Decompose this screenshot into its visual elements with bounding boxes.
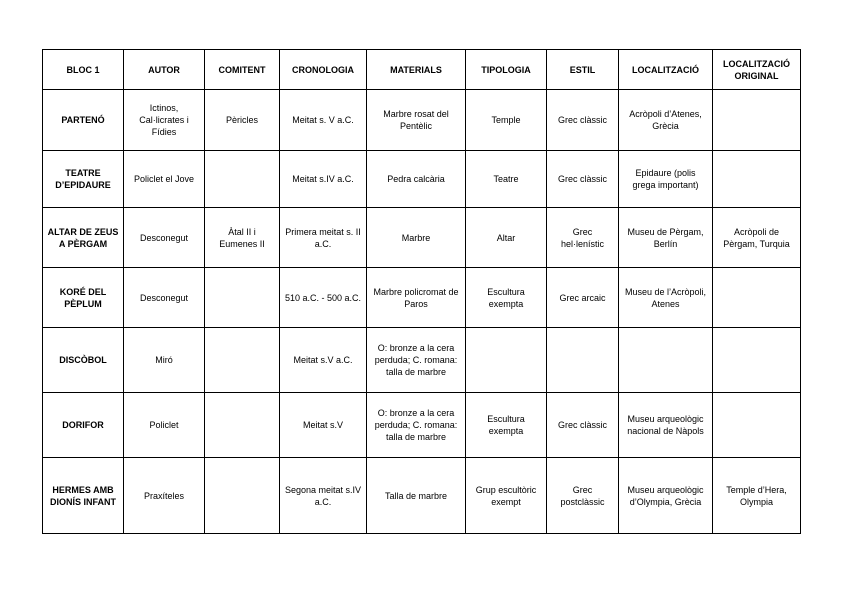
cell-comitent	[205, 268, 280, 328]
cell-cronologia: Meitat s.V a.C.	[280, 328, 367, 393]
table-row	[43, 208, 801, 268]
cell-materials: Talla de marbre	[367, 458, 466, 534]
cell-estil: Grec hel·lenístic	[547, 208, 619, 268]
cell-tipologia: Escultura exempta	[466, 268, 547, 328]
header-estil: ESTIL	[547, 50, 619, 90]
header-materials: MATERIALS	[367, 50, 466, 90]
cell-work: PARTENÓ	[43, 90, 124, 151]
cell-cronologia: Meitat s.IV a.C.	[280, 151, 367, 208]
art-history-table	[42, 49, 801, 534]
cell-autor: Praxíteles	[124, 458, 205, 534]
cell-comitent	[205, 151, 280, 208]
cell-materials: O: bronze a la cera perduda; C. romana: talla de marbre	[367, 393, 466, 458]
table-row	[43, 90, 801, 151]
cell-estil: Grec postclàssic	[547, 458, 619, 534]
header-bloc: BLOC 1	[43, 50, 124, 90]
table-row	[43, 268, 801, 328]
cell-localitzacio: Museu arqueològic nacional de Nàpols	[619, 393, 713, 458]
cell-cronologia: Meitat s. V a.C.	[280, 90, 367, 151]
cell-work: KORÉ DEL PÈPLUM	[43, 268, 124, 328]
cell-tipologia: Altar	[466, 208, 547, 268]
cell-autor: Ictinos, Cal·licrates i Fídies	[124, 90, 205, 151]
cell-comitent: Pèricles	[205, 90, 280, 151]
cell-localitzacio	[619, 328, 713, 393]
cell-localitzacio-original	[713, 90, 801, 151]
cell-cronologia: Primera meitat s. II a.C.	[280, 208, 367, 268]
header-tipologia: TIPOLOGIA	[466, 50, 547, 90]
cell-localitzacio-original: Acròpoli de Pèrgam, Turquia	[713, 208, 801, 268]
cell-tipologia: Temple	[466, 90, 547, 151]
cell-localitzacio: Museu de Pèrgam, Berlín	[619, 208, 713, 268]
cell-tipologia	[466, 328, 547, 393]
cell-comitent	[205, 458, 280, 534]
cell-autor: Desconegut	[124, 208, 205, 268]
table-row	[43, 458, 801, 534]
cell-tipologia: Grup escultòric exempt	[466, 458, 547, 534]
cell-work: TEATRE D’EPIDAURE	[43, 151, 124, 208]
header-autor: AUTOR	[124, 50, 205, 90]
cell-cronologia: 510 a.C. - 500 a.C.	[280, 268, 367, 328]
cell-autor: Miró	[124, 328, 205, 393]
cell-cronologia: Meitat s.V	[280, 393, 367, 458]
cell-autor: Policlet	[124, 393, 205, 458]
cell-work: ALTAR DE ZEUS A PÈRGAM	[43, 208, 124, 268]
cell-estil: Grec clàssic	[547, 151, 619, 208]
cell-localitzacio: Museu arqueològic d’Olympia, Grècia	[619, 458, 713, 534]
cell-localitzacio-original: Temple d’Hera, Olympia	[713, 458, 801, 534]
header-row	[43, 50, 801, 90]
cell-localitzacio: Acròpoli d’Atenes, Grècia	[619, 90, 713, 151]
table-row	[43, 393, 801, 458]
table-row	[43, 151, 801, 208]
cell-materials: Marbre policromat de Paros	[367, 268, 466, 328]
cell-estil: Grec clàssic	[547, 393, 619, 458]
cell-localitzacio: Epidaure (polis grega important)	[619, 151, 713, 208]
cell-localitzacio-original	[713, 151, 801, 208]
cell-autor: Policlet el Jove	[124, 151, 205, 208]
cell-comitent: Àtal II i Eumenes II	[205, 208, 280, 268]
table-row	[43, 328, 801, 393]
cell-localitzacio: Museu de l’Acròpoli, Atenes	[619, 268, 713, 328]
cell-comitent	[205, 328, 280, 393]
cell-localitzacio-original	[713, 328, 801, 393]
cell-estil	[547, 328, 619, 393]
header-localitzacio-original: LOCALITZACIÓ ORIGINAL	[713, 50, 801, 90]
header-comitent: COMITENT	[205, 50, 280, 90]
cell-comitent	[205, 393, 280, 458]
cell-autor: Desconegut	[124, 268, 205, 328]
header-localitzacio: LOCALITZACIÓ	[619, 50, 713, 90]
cell-tipologia: Teatre	[466, 151, 547, 208]
header-cronologia: CRONOLOGIA	[280, 50, 367, 90]
cell-localitzacio-original	[713, 393, 801, 458]
cell-materials: Pedra calcària	[367, 151, 466, 208]
cell-localitzacio-original	[713, 268, 801, 328]
cell-cronologia: Segona meitat s.IV a.C.	[280, 458, 367, 534]
cell-tipologia: Escultura exempta	[466, 393, 547, 458]
cell-materials: Marbre rosat del Pentèlic	[367, 90, 466, 151]
cell-work: DISCÒBOL	[43, 328, 124, 393]
cell-work: DORIFOR	[43, 393, 124, 458]
cell-work: HERMES AMB DIONÍS INFANT	[43, 458, 124, 534]
cell-estil: Grec clàssic	[547, 90, 619, 151]
cell-materials: Marbre	[367, 208, 466, 268]
cell-estil: Grec arcaic	[547, 268, 619, 328]
cell-materials: O: bronze a la cera perduda; C. romana: talla de marbre	[367, 328, 466, 393]
